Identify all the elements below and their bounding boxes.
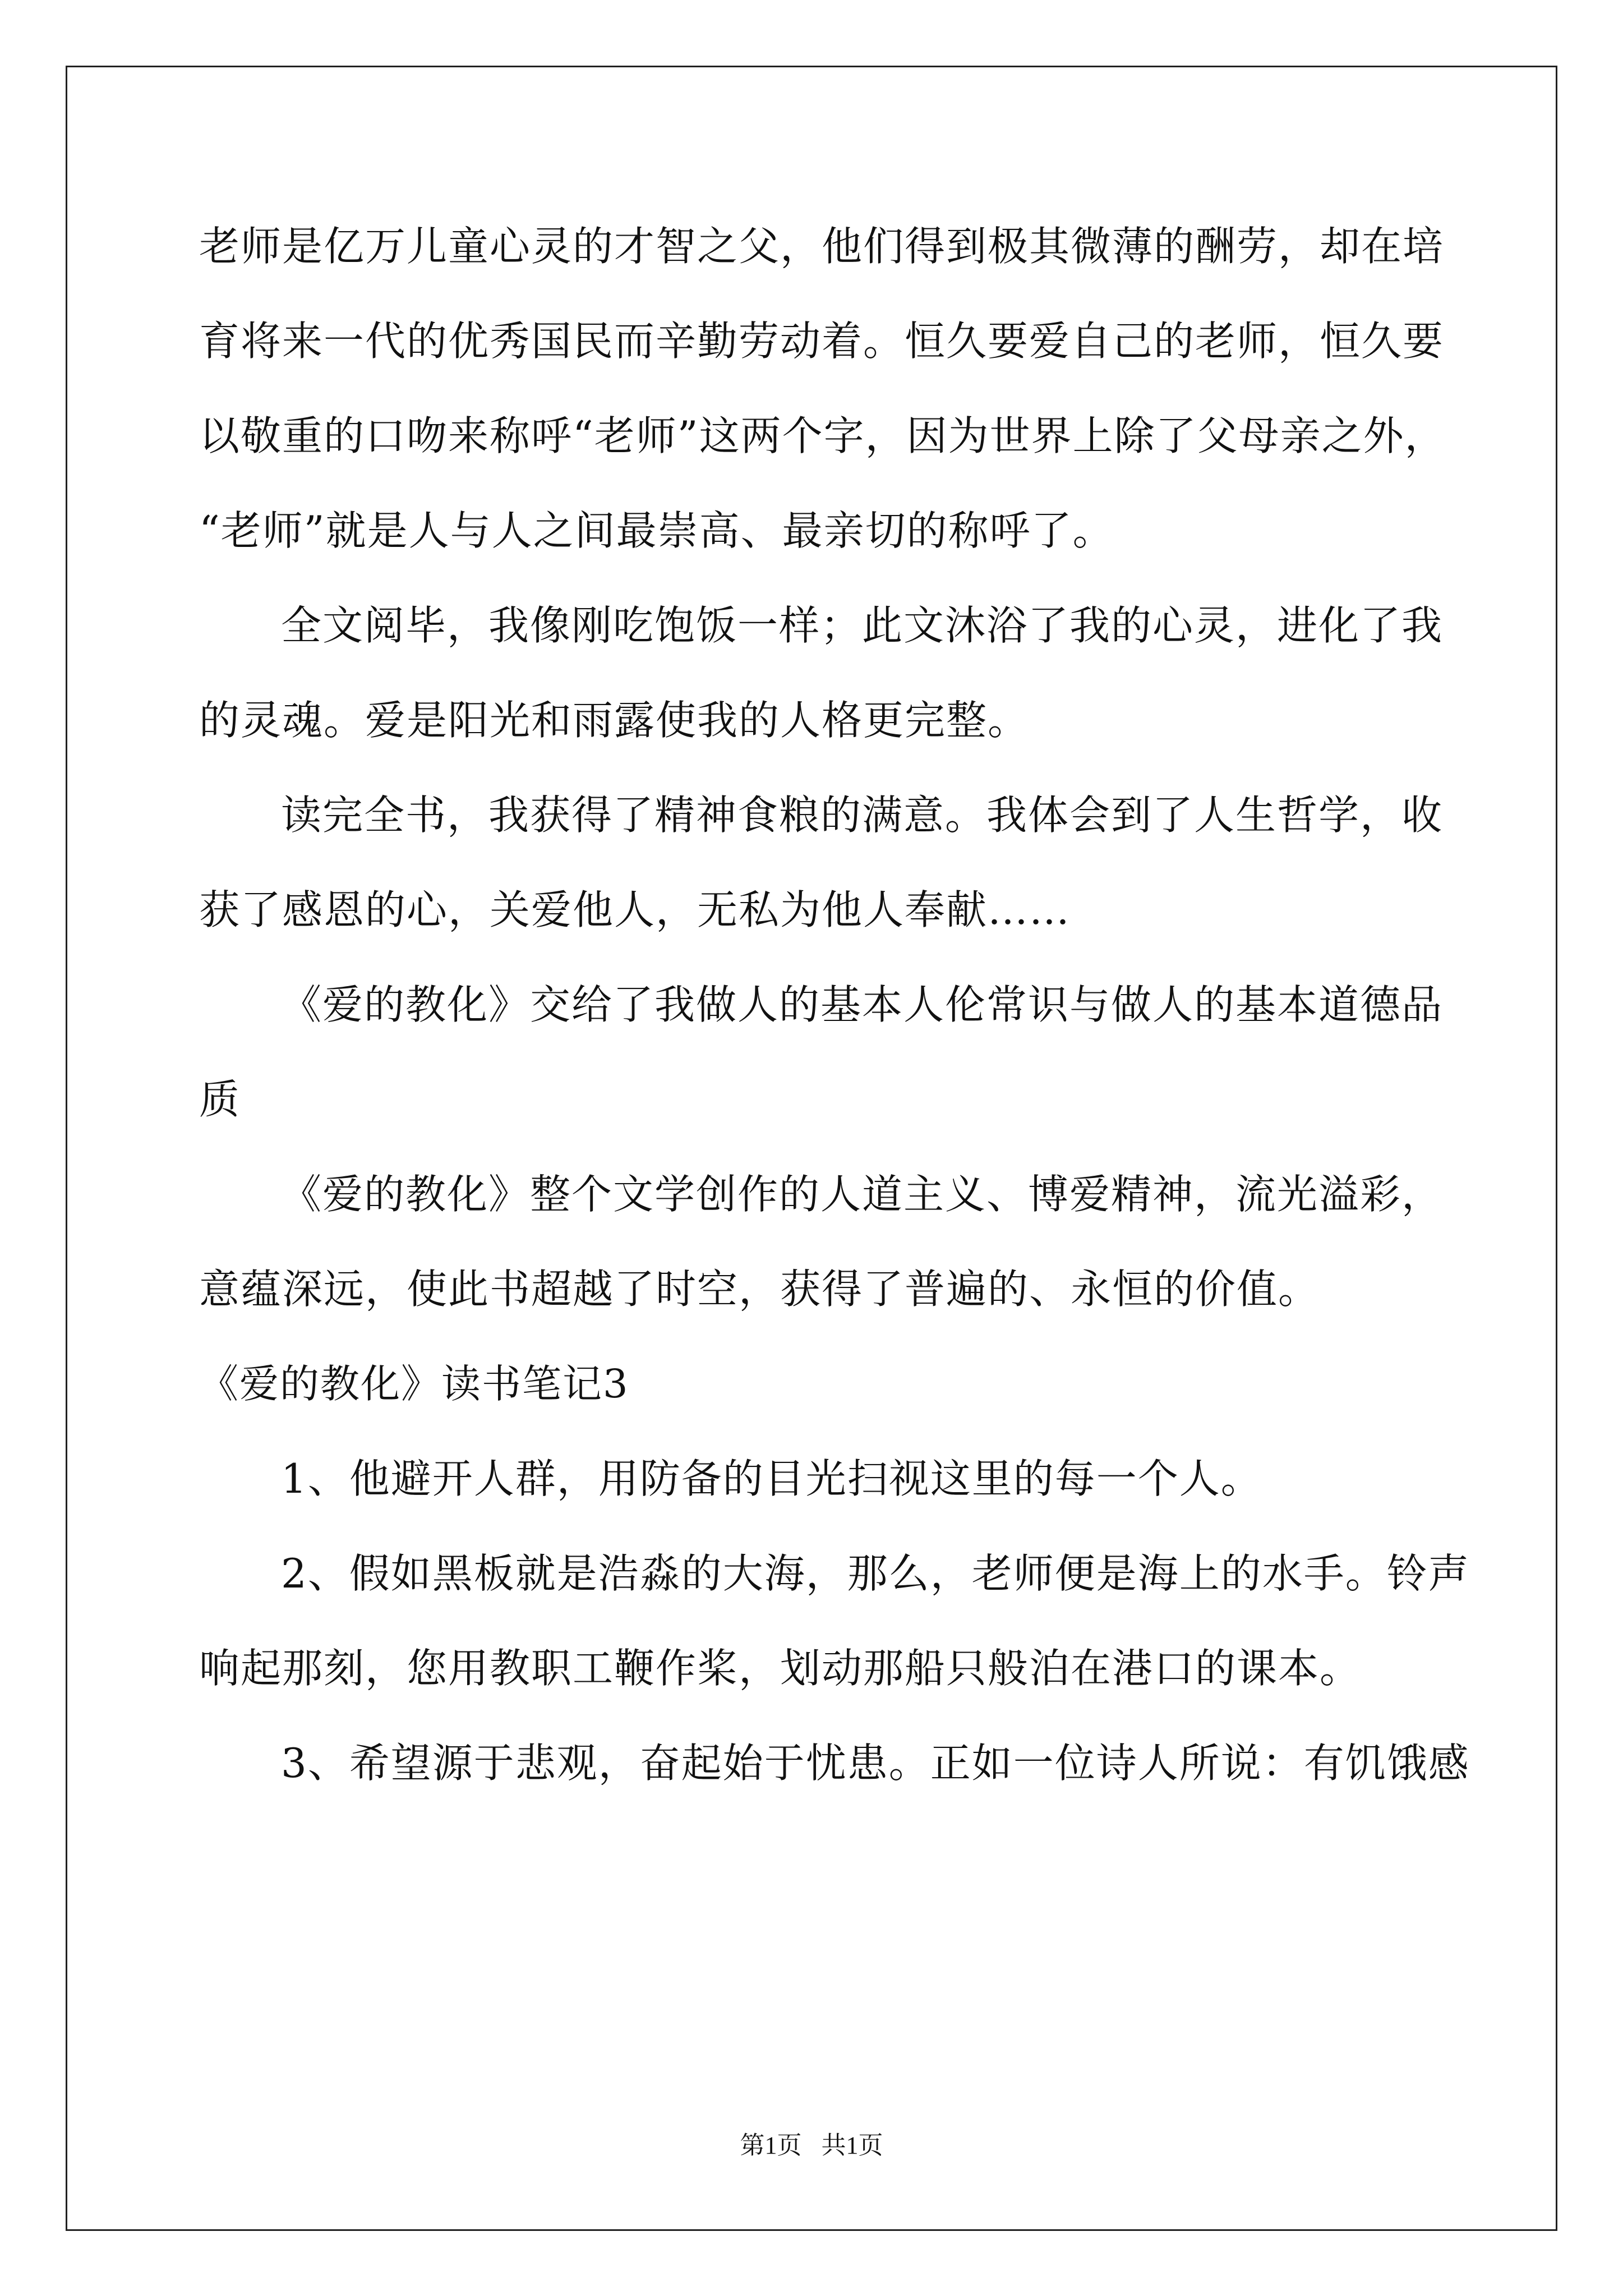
paragraph-line: 响起那刻，您用教职工鞭作桨，划动那船只般泊在港口的课本。 xyxy=(199,1645,1362,1692)
section-heading: 《爱的教化》读书笔记3 xyxy=(199,1361,629,1407)
document-body xyxy=(199,199,1470,1811)
paragraph-line: 意蕴深远，使此书超越了时空，获得了普遍的、永恒的价值。 xyxy=(199,1266,1320,1313)
paragraph-line: “老师”就是人与人之间最崇高、最亲切的称呼了。 xyxy=(199,507,1114,554)
paragraph-line: 全文阅毕，我像刚吃饱饭一样；此文沐浴了我的心灵，进化了我 xyxy=(281,602,1444,649)
paragraph-line: 质 xyxy=(199,1076,241,1123)
paragraph-line: 读完全书，我获得了精神食粮的满意。我体会到了人生哲学，收 xyxy=(281,792,1444,839)
list-item: 3、希望源于悲观，奋起始于忧患。正如一位诗人所说：有饥饿感 xyxy=(281,1740,1470,1787)
page-number: 第1页 xyxy=(740,2132,802,2159)
paragraph-line: 获了感恩的心，关爱他人，无私为他人奉献…… xyxy=(199,886,1071,933)
page-footer xyxy=(0,2129,1623,2162)
list-item: 1、他避开人群，用防备的目光扫视这里的每一个人。 xyxy=(281,1455,1262,1502)
list-item: 2、假如黑板就是浩淼的大海，那么，老师便是海上的水手。铃声 xyxy=(281,1550,1470,1597)
paragraph-line: 的灵魂。爱是阳光和雨露使我的人格更完整。 xyxy=(199,697,1030,744)
page-total: 共1页 xyxy=(821,2132,883,2159)
paragraph-line: 《爱的教化》整个文学创作的人道主义、博爱精神，流光溢彩， xyxy=(281,1171,1444,1218)
paragraph-line: 育将来一代的优秀国民而辛勤劳动着。恒久要爱自己的老师，恒久要 xyxy=(199,318,1445,365)
paragraph-line: 《爱的教化》交给了我做人的基本人伦常识与做人的基本道德品 xyxy=(281,981,1444,1028)
paragraph-line: 老师是亿万儿童心灵的才智之父，他们得到极其微薄的酬劳，却在培 xyxy=(199,223,1445,270)
paragraph-line: 以敬重的口吻来称呼“老师”这两个字，因为世界上除了父母亲之外， xyxy=(199,412,1446,459)
